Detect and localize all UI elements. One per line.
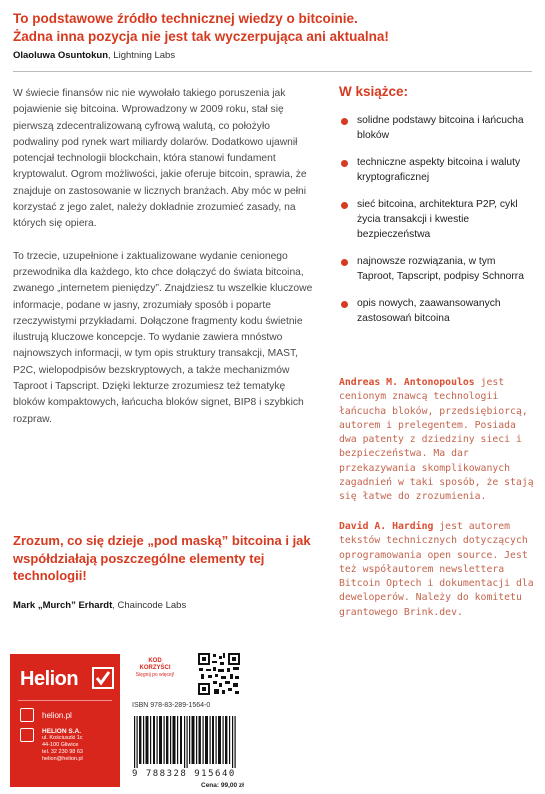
web-icon: [20, 708, 34, 722]
top-quote-line2: Żadna inna pozycja nie jest tak wyczerpująca ani aktualna!: [13, 29, 389, 44]
publisher-logo: Helion: [20, 668, 79, 690]
address-line: helion@helion.pl: [42, 756, 83, 762]
kod-subtitle: Sięgnij po więcej!: [135, 672, 175, 678]
description: [13, 86, 316, 428]
check-logo-icon: [92, 667, 114, 689]
address-block: [42, 728, 83, 763]
author-bio-text-2: jest autorem tekstów technicznych dotyczących oprogramowania open source. Jest też współautorem newslettera Bitcoin Optech i dokumentacji dla deweloperów. Należy do komitetu grantowego Brink.dev.: [339, 521, 534, 618]
in-book-title: W książce:: [339, 84, 409, 99]
price: Cena: 99,00 zł: [201, 782, 244, 789]
in-book-list: [339, 113, 529, 326]
address-line: 44-100 Gliwice: [42, 742, 79, 748]
in-book-item: techniczne aspekty bitcoina i waluty kryptograficznej: [339, 155, 529, 185]
in-book-item: solidne podstawy bitcoina i łańcucha bloków: [339, 113, 529, 143]
isbn: ISBN 978-83-289-1564-0: [132, 702, 211, 709]
barcode-icon: [132, 716, 240, 768]
in-book-item: opis nowych, zaawansowanych zastosowań bitcoina: [339, 296, 529, 326]
header-divider: [13, 71, 532, 72]
bottom-quote: Zrozum, co się dzieje „pod maską” bitcoina i jak współdziałają poszczególne elementy tej technologii!: [13, 533, 311, 583]
qr-code-icon[interactable]: [197, 652, 241, 696]
top-quote-author: [13, 50, 175, 61]
bottom-quote-author-name: Mark „Murch” Erhardt: [13, 600, 113, 611]
publisher-name: HELION S.A.: [42, 728, 82, 735]
top-quote-author-affiliation: , Lightning Labs: [108, 50, 176, 61]
website-row: [20, 708, 72, 722]
address-icon: [20, 728, 34, 742]
author-bio-text-1: jest cenionym znawcą technologii łańcucha bloków, przedsiębiorcą, autorem i prelegentem. Posiada dwa patenty z dziedziny sieci i bezpieczeństwa. Ma dar przekazywania skomplikowanych zagadnień w taki sposób, że stają się łatwe do zrozumienia.: [339, 377, 534, 503]
description-paragraph-1: W świecie finansów nic nie wywołało takiego poruszenia jak pojawienie się bitcoina. Wprowadzony w 2009 roku, stał się pierwszą zdecentralizowaną cyfrową walutą, co położyło podwaliny pod rynek wart miliardy dolarów. Dodatkowo ujawnił potencjał technologii blockchain, która stanowi fundament kryptowalut. Ogrom możliwości, jakie oferuje bitcoin, sprawia, że znajduje on zastosowanie w licznych branżach. Aby móc w pełni korzystać z jego zalet, należy dokładnie zrozumieć zasady, na których się opiera.: [13, 88, 307, 230]
kod-korzysci-badge: [133, 658, 177, 686]
kod-title: KOD KORZYŚCI: [139, 658, 171, 671]
footer: [0, 636, 545, 794]
author-bio-2: [339, 520, 535, 620]
author-bio-1: [339, 376, 535, 505]
website: helion.pl: [42, 710, 72, 720]
publisher-panel: [10, 654, 120, 787]
top-quote-line1: To podstawowe źródło technicznej wiedzy o bitcoinie.: [13, 11, 358, 26]
address-row: [20, 728, 83, 763]
bottom-quote-author-affiliation: , Chaincode Labs: [112, 600, 187, 611]
author-name-1: Andreas M. Antonopoulos: [339, 377, 475, 388]
in-book-item: najnowsze rozwiązania, w tym Taproot, Tapscript, podpisy Schnorra: [339, 254, 529, 284]
barcode-digits: 9 788328 915640: [132, 769, 236, 779]
top-quote: [13, 10, 528, 46]
bottom-quote-author: [13, 600, 186, 611]
in-book-box: [339, 84, 529, 338]
panel-divider: [18, 700, 112, 701]
description-paragraph-2: To trzecie, uzupełnione i zaktualizowane wydanie cenionego przewodnika dla każdego, kto chce dołączyć do świata bitcoina, zwanego „internetem pieniędzy”. Znajdziesz tu wszelkie kluczowe informacje, podane w jasny, zrozumiały sposób i poparte rzeczywistymi przykładami. Dołączone fragmenty kodu świetnie ilustrują kluczowe koncepcje. To wydanie zawiera mnóstwo najnowszych informacji, w tym opis struktury transakcji, MAST, P2C, wielopodpisów bezskryptowych, a także mechanizmów Taproot i Tapscript. Dzięki lekturze zrozumiesz też tematykę bloków kompaktowych, łańcucha bloków signet, BIP8 i szybkich rozpraw.: [13, 250, 313, 425]
top-quote-author-name: Olaoluwa Osuntokun: [13, 50, 109, 61]
author-name-2: David A. Harding: [339, 521, 434, 532]
in-book-item: sieć bitcoina, architektura P2P, cykl życia transakcji i kwestie bezpieczeństwa: [339, 197, 529, 242]
address-line: tel. 32 230 98 63: [42, 749, 83, 755]
address-line: ul. Kościuszki 1c: [42, 735, 83, 741]
